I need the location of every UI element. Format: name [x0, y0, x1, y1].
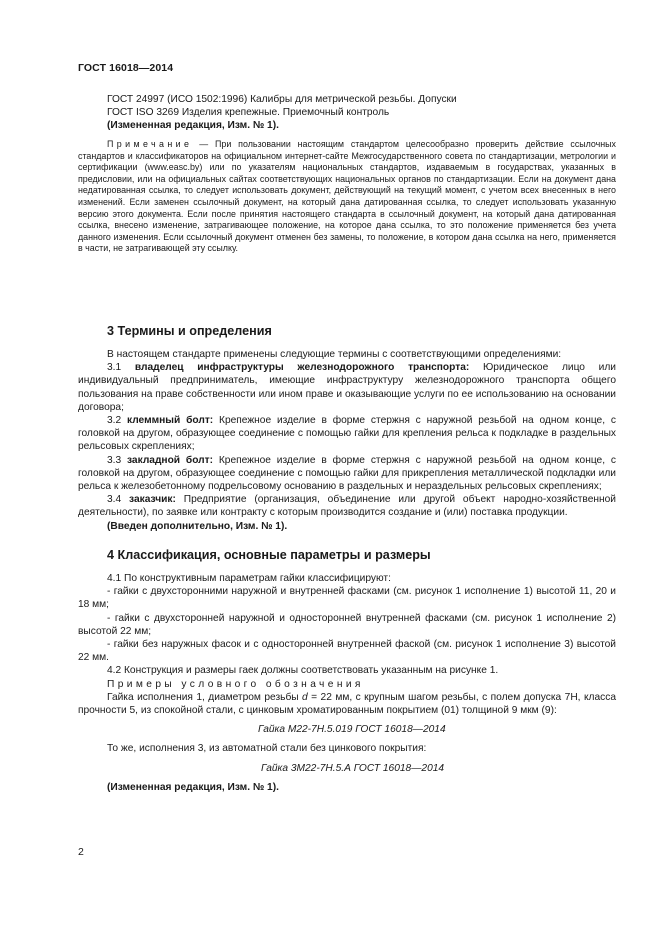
- note-text: — При пользовании настоящим стандартом целесообразно проверить действие ссылочных стандартов и классификаторов на официальном интернет-сайте Межгосударственного совета по стандартизации, метрологии и сертификации (www.easc.by) или по указателям национальных стандартов, издаваемым в государствах, указанных в предисловии, или на официальных сайтах соответствующих национальных органов по стандартизации. Если на документ дана недатированная ссылка, то следует использовать документ, действующий на текущий момент, с учетом всех внесенных в него изменений. Если заменен ссылочный документ, на который дана датированная ссылка, то следует использовать указанную версию этого документа. Если после принятия настоящего стандарта в ссылочный документ, на который дана датированная ссылка, внесено изменение, затрагивающее положение, на которое дана ссылка, то это положение применяется без учета данного изменения. Если ссылочный документ отменен без замены, то положение, в котором дана ссылка на него, применяется в части, не затрагивающей эту ссылку.: [78, 139, 616, 254]
- clause-4-1: 4.1 По конструктивным параметрам гайки классифицируют:: [107, 573, 391, 584]
- term-3-1: [78, 361, 616, 414]
- note-block: [78, 139, 616, 255]
- term-definition: Крепежное изделие в форме стержня с наружной резьбой на одном конце, с головкой на другом, образующее соединение с помощью гайки для крепления рельса к подкладке в раздельных рельсовых скреплениях;: [78, 415, 616, 453]
- designation-2: Гайка 3М22-7Н.5.А ГОСТ 16018—2014: [261, 762, 445, 774]
- example-text: = 22 мм, с крупным шагом резьбы, с полем допуска 7H, класса прочности 5, из спокойной стали, с цинковым хроматированным покрытием (01) толщиной 9 мкм (9):: [78, 691, 616, 717]
- document-header: ГОСТ 16018—2014: [78, 62, 174, 74]
- diameter-symbol: d: [302, 691, 308, 703]
- section-3-heading: 3 Термины и определения: [107, 324, 272, 338]
- section-4-amendment: (Измененная редакция, Изм. № 1).: [107, 781, 279, 793]
- reference-item: ГОСТ ISO 3269 Изделия крепежные. Приемочный контроль: [107, 107, 390, 119]
- list-item: - гайки без наружных фасок и с односторонней внутренней фаской (см. рисунок 1 исполнение 3) высотой 22 мм.: [78, 639, 616, 664]
- term-name: заказчик:: [129, 494, 176, 506]
- term-3-2: [78, 414, 616, 454]
- note-label: Примечание: [107, 139, 193, 149]
- section-4-heading: 4 Классификация, основные параметры и размеры: [107, 548, 431, 562]
- section-3-body: [78, 348, 616, 533]
- reference-item: ГОСТ 24997 (ИСО 1502:1996) Калибры для метрической резьбы. Допуски: [107, 94, 457, 105]
- term-name: владелец инфраструктуры железнодорожного транспорта:: [134, 362, 470, 374]
- list-item: - гайки с двухсторонней наружной и односторонней внутренней фасками (см. рисунок 1 исполнение 2) высотой 22 мм;: [78, 612, 616, 637]
- term-number: 3.3: [107, 454, 127, 466]
- term-number: 3.1: [107, 362, 135, 374]
- example-text: Гайка исполнения 1, диаметром резьбы: [107, 691, 303, 703]
- term-definition: Юридическое лицо или индивидуальный предприниматель, имеющие инфраструктуру железнодорожного транспорта общего пользования на праве собственности или ином праве и оказывающие услуги по ее использованию на основании договора;: [78, 362, 616, 413]
- references-block: [78, 93, 616, 133]
- term-3-3: [78, 454, 616, 494]
- clause-4-2: 4.2 Конструкция и размеры гаек должны соответствовать указанным на рисунке 1.: [107, 665, 499, 677]
- designation-1: Гайка М22-7Н.5.019 ГОСТ 16018—2014: [258, 724, 446, 736]
- term-name: клеммный болт:: [126, 415, 214, 427]
- page-number: 2: [78, 846, 84, 858]
- example-1: [78, 691, 616, 717]
- term-definition: Крепежное изделие в форме стержня с наружной резьбой на одном конце, с головкой на другом, образующее соединение с помощью гайки для прикрепления металлической подкладки или рельса к железобетонному подрельсовому основанию в раздельных и нераздельных рельсовых скреплениях;: [78, 454, 616, 493]
- term-definition: Предприятие (организация, объединение или другой объект народно-хозяйственной деятельности), по заявке или контракту с которым производится создание и (или) поставка продукции.: [78, 494, 616, 519]
- term-3-4: [78, 493, 616, 519]
- term-number: 3.2: [107, 415, 127, 427]
- term-number: 3.4: [107, 494, 130, 506]
- examples-label: Примеры условного обозначения: [107, 678, 364, 690]
- list-item: - гайки с двухсторонними наружной и внутренней фасками (см. рисунок 1 исполнение 1) высотой 11, 20 и 18 мм;: [78, 586, 616, 611]
- section-3-amendment: (Введен дополнительно, Изм. № 1).: [107, 520, 288, 532]
- example-2: То же, исполнения 3, из автоматной стали без цинкового покрытия:: [107, 743, 427, 755]
- section-4-body: [78, 572, 616, 794]
- amendment-note: (Измененная редакция, Изм. № 1).: [107, 120, 279, 132]
- note-paragraph: [78, 139, 616, 255]
- term-name: закладной болт:: [127, 454, 214, 466]
- section-3-intro: В настоящем стандарте применены следующие термины с соответствующими определениями:: [107, 349, 562, 360]
